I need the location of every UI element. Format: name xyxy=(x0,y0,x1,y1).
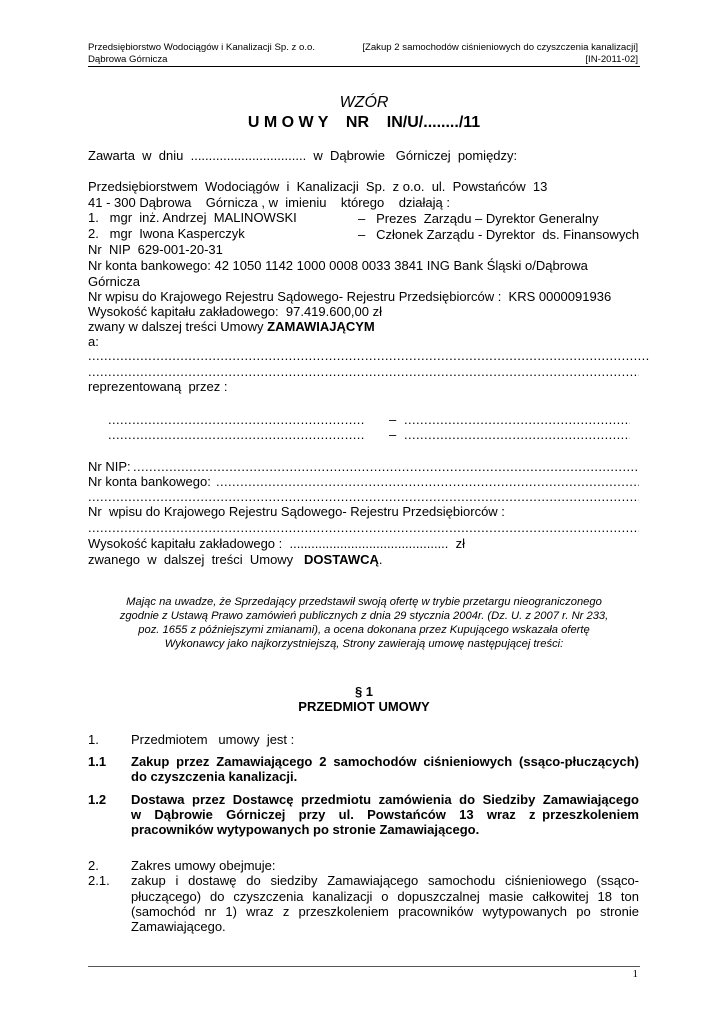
supplier-rep1-dash: – xyxy=(389,412,397,427)
company-bank-account: Nr konta bankowego: 42 1050 1142 1000 0008 0033 3841 ING Bank Śląski o/Dąbrowa xyxy=(88,258,588,273)
supplier-rep2-role-field[interactable] xyxy=(404,427,630,442)
supplier-designation-suffix: . xyxy=(378,552,383,567)
supplier-nip-label: Nr NIP: xyxy=(88,459,131,474)
footer-rule xyxy=(88,966,640,967)
rep1-role: – Prezes Zarządu – Dyrektor Generalny xyxy=(358,211,599,226)
header-company: Przedsiębiorstwo Wodociągów i Kanalizacji Sp. z o.o. xyxy=(88,42,315,53)
preamble-line-3: poz. 1655 z późniejszymi zmianami), a ocena dokonana przez Kupującego wskazała ofertę xyxy=(138,624,590,636)
header-subject: [Zakup 2 samochodów ciśnieniowych do czyszczenia kanalizacji] xyxy=(362,42,638,53)
item-2-1-line4: Zamawiającego. xyxy=(131,919,226,934)
company-nip: Nr NIP 629-001-20-31 xyxy=(88,242,223,257)
supplier-designation-prefix: zwanego w dalszej treści Umowy xyxy=(88,552,305,567)
supplier-represented-label: reprezentowaną przez : xyxy=(88,379,228,394)
supplier-designation-name: DOSTAWCĄ xyxy=(304,552,379,567)
item-2-1-number: 2.1. xyxy=(88,873,110,888)
company-bank-account-cont: Górnicza xyxy=(88,274,141,289)
item-1-2-line3: pracowników wytypowanych po stronie Zamawiającego. xyxy=(131,822,480,837)
supplier-rep1-role-field[interactable] xyxy=(404,412,630,427)
supplier-address-field[interactable] xyxy=(88,364,639,379)
intro-zawarta: Zawarta w dniu ................................ w Dąbrowie Górniczej pomiędzy: xyxy=(88,148,518,163)
item-1-text: Przedmiotem umowy jest : xyxy=(131,732,295,747)
intro-a: a: xyxy=(88,334,99,349)
item-1-1-line2: do czyszczenia kanalizacji. xyxy=(131,769,298,784)
item-1-2-line1: Dostawa przez Dostawcę przedmiotu zamówienia do Siedziby Zamawiającego xyxy=(131,792,639,807)
supplier-nip-field[interactable] xyxy=(133,459,639,474)
supplier-bank-label: Nr konta bankowego: xyxy=(88,474,211,489)
section-number: § 1 xyxy=(354,684,374,699)
item-2-1-line3: (samochód nr 1) wraz z przeszkoleniem pracowników wytypowanych po stronie xyxy=(131,904,639,919)
item-2-number: 2. xyxy=(88,858,99,873)
header-city: Dąbrowa Górnicza xyxy=(88,54,168,65)
section-heading: PRZEDMIOT UMOWY xyxy=(298,699,430,714)
buyer-designation-prefix: zwany w dalszej treści Umowy xyxy=(88,319,268,334)
buyer-designation-name: ZAMAWIAJĄCYM xyxy=(267,319,375,334)
supplier-krs-label: Nr wpisu do Krajowego Rejestru Sądowego- Rejestru Przedsiębiorców : xyxy=(88,504,505,519)
intro-company-line1: Przedsiębiorstwem Wodociągów i Kanalizacji Sp. z o.o. ul. Powstańców 13 xyxy=(88,179,548,194)
item-2-1-line1: zakup i dostawę do siedziby Zamawiającego samochodu ciśnieniowego (ssąco- xyxy=(131,873,639,888)
supplier-rep1-name-field[interactable] xyxy=(108,412,364,427)
company-capital: Wysokość kapitału zakładowego: 97.419.600,00 zł xyxy=(88,304,383,319)
preamble-line-4: Wykonawcy jako najkorzystniejszą, Strony zawierają umowę następującej treści: xyxy=(164,638,564,650)
item-1-2-number: 1.2 xyxy=(88,792,107,807)
title-umowy: U M O W Y NR IN/U/......../11 xyxy=(247,114,481,131)
item-1-1-line1: Zakup przez Zamawiającego 2 samochodów ciśnieniowych (ssąco-płuczących) xyxy=(131,754,639,769)
supplier-bank-field-cont[interactable] xyxy=(88,489,639,504)
supplier-rep2-name-field[interactable] xyxy=(108,427,364,442)
title-wzor: WZÓR xyxy=(339,94,389,111)
rep2-role: – Członek Zarządu - Dyrektor ds. Finansowych xyxy=(358,227,640,242)
supplier-capital-field[interactable]: Wysokość kapitału zakładowego : ............................................ zł xyxy=(88,536,466,551)
rep2-name: 2. mgr Iwona Kasperczyk xyxy=(88,226,245,241)
company-krs: Nr wpisu do Krajowego Rejestru Sądowego- Rejestru Przedsiębiorców : KRS 0000091936 xyxy=(88,289,612,304)
supplier-designation xyxy=(88,552,383,567)
supplier-rep2-dash: – xyxy=(389,427,397,442)
page-number: 1 xyxy=(632,968,638,980)
item-1-1-number: 1.1 xyxy=(88,754,107,769)
rep1-name: 1. mgr inż. Andrzej MALINOWSKI xyxy=(88,210,297,225)
supplier-bank-field[interactable] xyxy=(216,474,639,489)
buyer-designation xyxy=(88,319,375,334)
preamble-line-1: Mając na uwadze, że Sprzedający przedstawił swoją ofertę w trybie przetargu nieograniczonego xyxy=(126,596,602,608)
header-rule xyxy=(88,66,640,67)
preamble-line-2: zgodnie z Ustawą Prawo zamówień publicznych z dnia 29 stycznia 2004r. (Dz. U. z 2007 r. Nr 233, xyxy=(119,610,609,622)
supplier-name-field[interactable] xyxy=(88,348,650,363)
item-1-number: 1. xyxy=(88,732,99,747)
item-2-1-line2: płuczącego) do czyszczenia kanalizacji o dopuszczalnej masie całkowitej 18 ton xyxy=(131,889,639,904)
intro-company-line2: 41 - 300 Dąbrowa Górnicza , w imieniu którego działają : xyxy=(88,195,451,210)
item-2-text: Zakres umowy obejmuje: xyxy=(131,858,276,873)
header-reference: [IN-2011-02] xyxy=(585,54,638,65)
supplier-krs-field[interactable] xyxy=(88,520,639,535)
item-1-2-line2: w Dąbrowie Górniczej przy ul. Powstańców 13 wraz z przeszkoleniem xyxy=(131,807,639,822)
